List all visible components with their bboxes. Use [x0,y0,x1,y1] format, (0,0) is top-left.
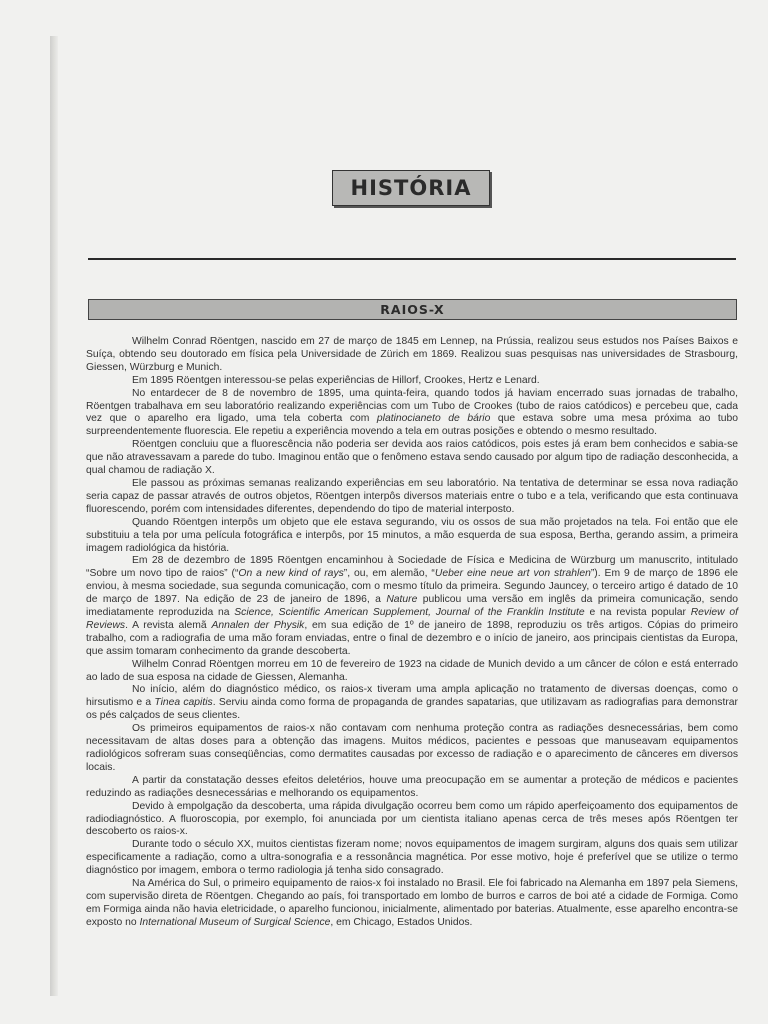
paragraph-text: , em Chicago, Estados Unidos. [330,916,473,928]
paragraph-text: Wilhelm Conrad Röentgen, nascido em 27 de março de 1845 em Lennep, na Prússia, realizou seus estudos nos Países Baixos e Suíça, obtendo seu doutorado em física pela Universidade de Zürich em 1869. Realizou suas pesquisas nas universidades de Strasbourg, Giessen, Würzburg e Munich. [86,336,738,373]
paragraph-text: Röentgen concluiu que a fluorescência não poderia ser devida aos raios catódicos, pois estes já eram bem conhecidos e sabia-se que não atravessavam a parede do tubo. Imaginou então que o fenômeno estava sendo causado por algum tipo de radiação desconhecida, a qual chamou de radiação X. [86,439,738,477]
paragraph-text: Em 1895 Röentgen interessou-se pelas experiências de Hillorf, Crookes, Hertz e Lenard. [132,374,540,386]
italic-text: On a new kind of rays [238,568,344,580]
body-paragraph [86,336,738,375]
paragraph-text: que estava sobre uma mesa próxima ao tubo surpreendentemente fluorescia. Ele repetiu a experiência movendo a tela em outras posições e obtendo o mesmo resultado. [86,413,738,438]
body-paragraph [86,555,738,658]
italic-text: Ueber eine neue art von strahlen [434,568,591,580]
paragraph-text: Quando Röentgen interpôs um objeto que ele estava segurando, viu os ossos de sua mão projetados na tela. Foi então que ele substituiu a tela por uma película fotográfica e interpôs, por 15 minutos, a mão esquerda de sua esposa, Bertha, gerando assim, a primeira imagem radiológica da história. [86,516,738,554]
italic-text: Nature [386,594,418,606]
italic-text: Review of Reviews [86,607,738,631]
body-paragraph [86,517,738,556]
body-paragraph [86,684,738,723]
body-paragraph [86,659,738,685]
paragraph-text: No início, além do diagnóstico médico, os raios-x tiveram uma ampla aplicação no tratamento de diversas doenças, como o hirsutismo e a [86,684,738,709]
section-header-bar [88,299,737,320]
italic-text: Tinea capitis [154,697,213,709]
italic-text: Science, Scientific American Supplement, Journal of the Franklin Institute [234,607,585,619]
body-paragraph [86,839,738,878]
paragraph-text: Ele passou as próximas semanas realizando experiências em seu laboratório. Na tentativa de determinar se essa nova radiação seria capaz de passar através de outros objetos, Röentgen interpôs diversos materiais entre o tubo e a tela, verificando que esta continuava fluorescendo, porém com intensidades diferentes, dependendo do tipo de material interposto. [86,477,738,515]
body-paragraph [86,439,738,478]
paragraph-text: Na América do Sul, o primeiro equipamento de raios-x foi instalado no Brasil. Ele foi fabricado na Alemanha em 1897 pela Siemens, com supervisão direta de Röentgen. Chegando ao país, foi transportado em lombo de burros e carros de boi até a cidade de Formiga. Como em Formiga ainda não havia eletricidade, o aparelho funcionou, inicialmente, alimentado por baterias. Atualmente, esse aparelho encontra-se exposto no [86,878,738,928]
article-body [86,336,738,930]
paragraph-text: . Serviu ainda como forma de propaganda de grandes sapatarias, que utilizavam as radiografias para demonstrar os pés calçados de seus clientes. [86,697,738,722]
horizontal-rule [88,258,736,260]
paragraph-text: ”). Em 9 de março de 1896 ele enviou, à mesma sociedade, sua segunda comunicação, com o mesmo título da primeira. Segundo Jauncey, o terceiro artigo é datado de 10 de março de 1897. Na edição de 23 de janeiro de 1896, a [86,568,739,606]
body-paragraph [86,775,738,801]
body-paragraph [86,723,738,775]
italic-text: International Museum of Surgical Science [139,916,331,928]
paragraph-text: Wilhelm Conrad Röentgen morreu em 10 de fevereiro de 1923 na cidade de Munich devido a um câncer de cólon e está enterrado ao lado de sua esposa na cidade de Giessen, Alemanha. [86,658,738,683]
italic-text: platinocianeto de bário [376,413,491,425]
body-paragraph [86,478,738,517]
paragraph-text: ”, ou, em alemão, “ [343,568,435,580]
body-paragraph [86,801,738,840]
paragraph-text: Durante todo o século XX, muitos cientistas fizeram nome; novos equipamentos de imagem surgiram, alguns dos quais sem utilizar especificamente a radiação, como a ultra-sonografia e a ressonância magnética. Por esse motivo, hoje é preferível que se utilize o termo diagnóstico por imagem, embora o termo radiologia já tenha sido consagrado. [86,839,738,877]
chapter-title: HISTÓRIA [350,176,472,200]
paragraph-text: Em 28 de dezembro de 1895 Röentgen encaminhou à Sociedade de Física e Medicina de Würzburg um manuscrito, intitulado “Sobre um novo tipo de raios” (“ [86,555,738,580]
body-paragraph [86,878,738,930]
paragraph-text: No entardecer de 8 de novembro de 1895, uma quinta-feira, quando todos já haviam encerrado suas jornadas de trabalho, Röentgen trabalhava em seu laboratório realizando experiências com um Tubo de Crookes (tubo de raios catódicos) e percebeu que, cada vez que o aparelho era ligado, uma tela coberta com [86,387,738,425]
body-paragraph [86,388,738,440]
chapter-title-box [332,170,490,206]
body-paragraph [86,375,738,388]
italic-text: Annalen der Physik [211,619,305,631]
paragraph-text: publicou uma versão em inglês da primeira comunicação, sendo imediatamente reproduzida na [86,594,738,619]
section-title: RAIOS-X [380,302,445,317]
page-binding-shadow [50,36,58,996]
paragraph-text: e na revista popular [584,607,691,619]
paragraph-text: A partir da constatação desses efeitos deletérios, houve uma preocupação em se aumentar a proteção de médicos e pacientes reduzindo as radiações desnecessárias e melhorando os equipamentos. [86,774,738,799]
paragraph-text: Os primeiros equipamentos de raios-x não contavam com nenhuma proteção contra as radiações desnecessárias, bem como necessitavam de altas doses para a obtenção das imagens. Muitos médicos, pacientes e pessoas que manuseavam equipamentos radiológicos sofreram suas conseqüências, como dermatites causadas por excesso de radiação e o aparecimento de cânceres em diversos locais. [86,723,738,773]
paragraph-text: Devido à empolgação da descoberta, uma rápida divulgação ocorreu bem como um rápido aperfeiçoamento dos equipamentos de radiodiagnóstico. A fluoroscopia, por exemplo, foi anunciada por um cientista italiano apenas cerca de três meses após Röentgen ter descoberto os raios-x. [86,800,738,838]
paragraph-text: , em sua edição de 1º de janeiro de 1898, reproduziu os três artigos. Cópias do primeiro trabalho, com a radiografia de uma mão foram enviadas, entre o final de dezembro e o início de janeiro, aos principais cientistas da Europa, que assim tomaram conhecimento da grande descoberta. [86,619,739,657]
paragraph-text: . A revista alemã [125,619,212,631]
